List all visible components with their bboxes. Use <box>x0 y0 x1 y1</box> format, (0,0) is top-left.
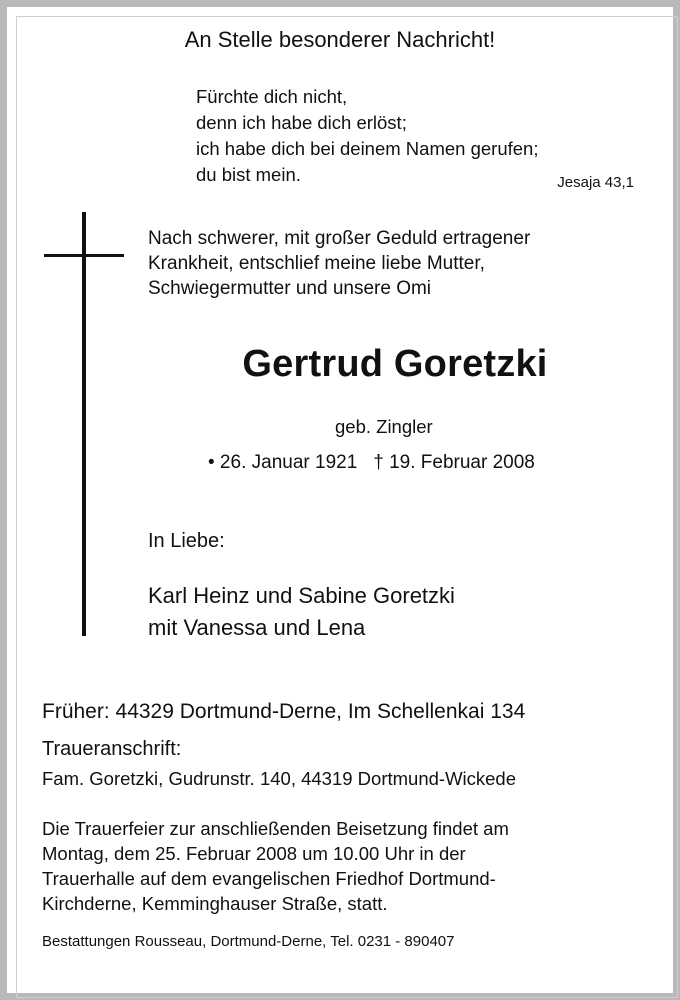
undertaker-contact: Bestattungen Rousseau, Dortmund-Derne, Tel. 0231 - 890407 <box>42 933 455 950</box>
birth-date: • 26. Januar 1921 <box>208 452 358 473</box>
cross-horizontal-bar <box>44 254 124 257</box>
verse-reference: Jesaja 43,1 <box>557 174 634 191</box>
ceremony-line: Die Trauerfeier zur anschließenden Beisetzung findet am <box>42 818 509 839</box>
mourners-label: In Liebe: <box>148 530 225 552</box>
cross-vertical-bar <box>82 212 86 636</box>
ceremony-line: Kirchderne, Kemminghauser Straße, statt. <box>42 893 388 914</box>
verse-line: denn ich habe dich erlöst; <box>196 112 407 133</box>
mourners-names <box>148 580 455 644</box>
intro-text <box>148 226 530 301</box>
verse-line: du bist mein. <box>196 164 301 185</box>
funeral-ceremony-text <box>42 816 509 916</box>
death-date: † 19. Februar 2008 <box>373 452 535 473</box>
ceremony-line: Montag, dem 25. Februar 2008 um 10.00 Uhr in der <box>42 843 466 864</box>
mourning-address-label: Traueranschrift: <box>42 738 182 760</box>
bible-verse <box>196 84 538 188</box>
ceremony-line: Trauerhalle auf dem evangelischen Friedhof Dortmund- <box>42 868 496 889</box>
mourning-address: Fam. Goretzki, Gudrunstr. 140, 44319 Dortmund-Wickede <box>42 768 517 789</box>
life-dates <box>208 452 551 474</box>
intro-line: Krankheit, entschlief meine liebe Mutter, <box>148 253 485 274</box>
mourner-line: Karl Heinz und Sabine Goretzki <box>148 583 455 608</box>
verse-line: Fürchte dich nicht, <box>196 86 348 107</box>
maiden-name: geb. Zingler <box>335 416 433 437</box>
intro-line: Nach schwerer, mit großer Geduld ertragener <box>148 228 531 249</box>
mourner-line: mit Vanessa und Lena <box>148 615 366 640</box>
deceased-name: Gertrud Goretzki <box>242 343 548 385</box>
verse-line: ich habe dich bei deinem Namen gerufen; <box>196 138 539 159</box>
intro-line: Schwiegermutter und unsere Omi <box>148 278 432 299</box>
header-line: An Stelle besonderer Nachricht! <box>184 27 496 52</box>
former-address: Früher: 44329 Dortmund-Derne, Im Schellenkai 134 <box>42 700 526 723</box>
